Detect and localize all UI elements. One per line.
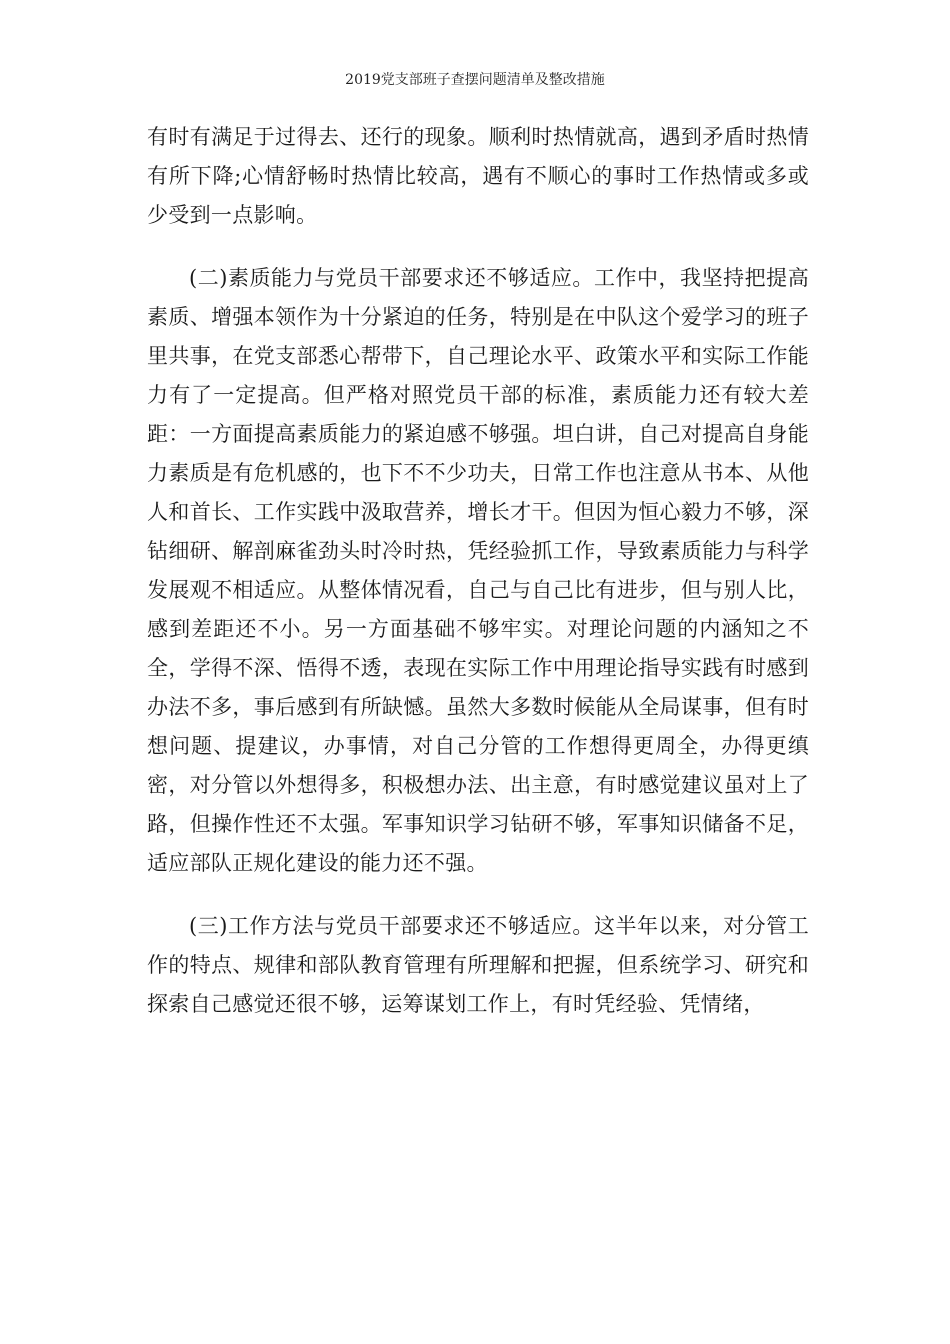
paragraph-section-three: (三)工作方法与党员干部要求还不够适应。这半年以来，对分管工作的特点、规律和部队教育管理有所理解和把握，但系统学习、研究和探索自己感觉还很不够，运筹谋划工作上，有时凭经验、凭情绪，: [147, 914, 809, 1016]
document-body: [147, 118, 809, 1024]
paragraph-continuation: 有时有满足于过得去、还行的现象。顺利时热情就高，遇到矛盾时热情有所下降;心情舒畅时热情比较高，遇有不顺心的事时工作热情或多或少受到一点影响。: [147, 125, 809, 227]
paragraph-section-two: (二)素质能力与党员干部要求还不够适应。工作中，我坚持把提高素质、增强本领作为十分紧迫的任务，特别是在中队这个爱学习的班子里共事，在党支部悉心帮带下，自己理论水平、政策水平和实际工作能力有了一定提高。但严格对照党员干部的标准，素质能力还有较大差距：一方面提高素质能力的紧迫感不够强。坦白讲，自己对提高自身能力素质是有危机感的，也下不不少功夫，日常工作也注意从书本、从他人和首长、工作实践中汲取营养，增长才干。但因为恒心毅力不够，深钻细研、解剖麻雀劲头时冷时热，凭经验抓工作，导致素质能力与科学发展观不相适应。从整体情况看，自己与自己比有进步，但与别人比，感到差距还不小。另一方面基础不够牢实。对理论问题的内涵知之不全，学得不深、悟得不透，表现在实际工作中用理论指导实践有时感到办法不多，事后感到有所缺憾。虽然大多数时候能从全局谋事，但有时想问题、提建议，办事情，对自己分管的工作想得更周全，办得更缜密，对分管以外想得多，积极想办法、出主意，有时感觉建议虽对上了路，但操作性还不太强。军事知识学习钻研不够，军事知识储备不足，适应部队正规化建设的能力还不强。: [147, 266, 809, 875]
running-header: 2019党支部班子查摆问题清单及整改措施: [345, 72, 605, 88]
